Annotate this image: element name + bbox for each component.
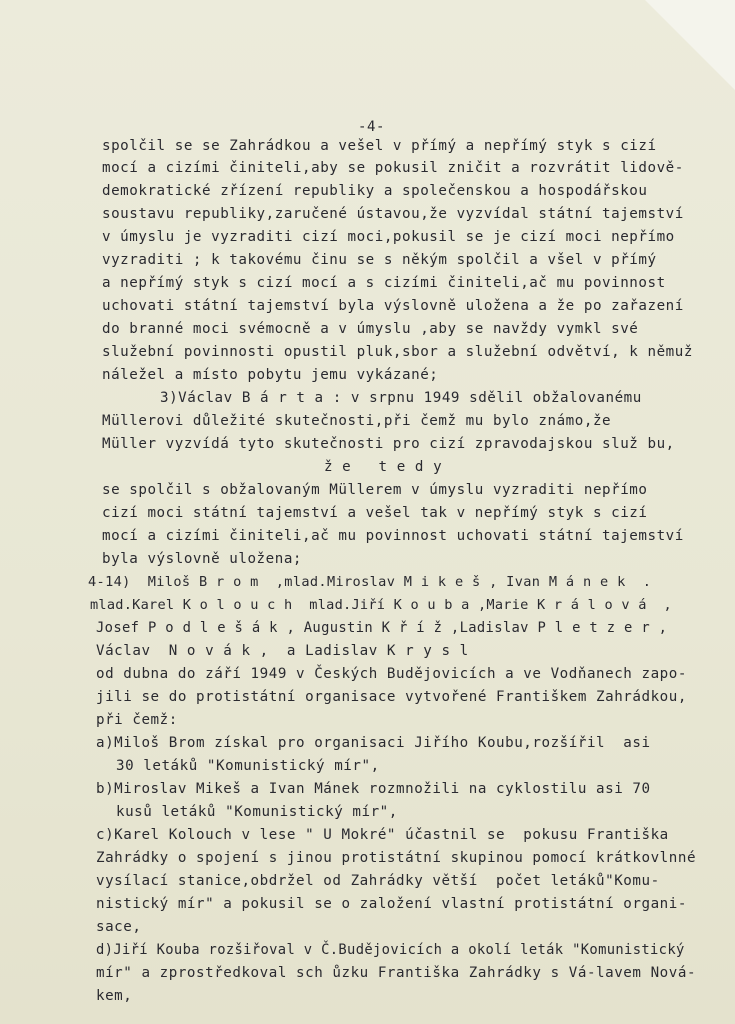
text-line-10: služební povinnosti opustil pluk,sbor a služební odvětví, k němuž (102, 344, 693, 360)
text-line-37: mír" a zprostředkoval sch ůzku Františka Zahrádky s Vá-lavem Nová- (96, 965, 697, 981)
text-line-16: se spolčil s obžalovaným Müllerem v úmyslu vyzraditi nepřímo (102, 482, 648, 498)
text-line-8: uchovati státní tajemství byla výslovně uložena a že po zařazení (102, 298, 684, 314)
text-line-1: spolčil se se Zahrádkou a vešel v přímý a nepřímý styk s cizí (102, 138, 657, 154)
text-line-21: mlad.Karel K o l o u c h mlad.Jiří K o u b a ,Marie K r á l o v á , (90, 597, 672, 613)
text-line-9: do branné moci svémocně a v úmyslu ,aby se navždy vymkl své (102, 321, 639, 337)
text-line-7: a nepřímý styk s cizí mocí a s cizími činiteli,ač mu povinnost (102, 275, 666, 291)
text-line-32: Zahrádky o spojení s jinou protistátní skupinou pomocí krátkovlnné (96, 850, 697, 866)
text-line-34: nistický mír" a pokusil se o založení vlastní protistátní organi- (96, 896, 687, 912)
text-line-28: 30 letáků "Komunistický mír", (116, 758, 380, 774)
text-line-35: sace, (96, 919, 142, 935)
text-line-11: náležel a místo pobytu jemu vykázané; (102, 367, 439, 383)
text-line-36: d)Jiří Kouba rozšiřoval v Č.Budějovicích a okolí leták "Komunistický (96, 942, 685, 958)
text-line-29: b)Miroslav Mikeš a Ivan Mánek rozmnožili na cyklostilu asi 70 (96, 781, 651, 797)
text-line-12: 3)Václav B á r t a : v srpnu 1949 sdělil obžalovanému (160, 390, 642, 406)
text-line-13: Müllerovi důležité skutečnosti,při čemž mu bylo známo,že (102, 413, 612, 429)
text-line-17: cizí moci státní tajemství a vešel tak v nepřímý styk s cizí (102, 505, 648, 521)
text-line-18: mocí a cizími činiteli,ač mu povinnost uchovati státní tajemství (102, 528, 684, 544)
text-line-26: při čemž: (96, 712, 178, 728)
text-line-3: demokratické zřízení republiky a společenskou a hospodářskou (102, 183, 648, 199)
text-line-22: Josef P o d l e š á k , Augustin K ř í ž ,Ladislav P l e t z e r , (96, 620, 668, 636)
text-line-27: a)Miloš Brom získal pro organisaci Jiřího Koubu,rozšířil asi (96, 735, 651, 751)
text-line-15: ž e t e d y (324, 459, 443, 475)
text-line-20: 4-14) Miloš B r o m ,mlad.Miroslav M i k e š , Ivan M á n e k . (88, 574, 652, 590)
text-line-6: vyzraditi ; k takovému činu se s někým spolčil a všel v přímý (102, 252, 657, 268)
text-line-33: vysílací stanice,obdržel od Zahrádky větší počet letáků"Komu- (96, 873, 660, 889)
text-line-31: c)Karel Kolouch v lese " U Mokré" účastnil se pokusu Františka (96, 827, 669, 843)
folded-corner (645, 0, 735, 90)
text-line-4: soustavu republiky,zaručené ústavou,že vyzvídal státní tajemství (102, 206, 684, 222)
text-line-23: Václav N o v á k , a Ladislav K r y s l (96, 643, 469, 659)
text-line-38: kem, (96, 988, 133, 1004)
text-line-5: v úmyslu je vyzraditi cizí moci,pokusil se je cizí moci nepřímo (102, 229, 675, 245)
text-line-2: mocí a cizími činiteli,aby se pokusil zničit a rozvrátit lidově- (102, 160, 684, 176)
page-number: -4- (358, 119, 385, 135)
text-line-24: od dubna do září 1949 v Českých Budějovicích a ve Vodňanech zapo- (96, 666, 687, 682)
text-line-19: byla výslovně uložena; (102, 551, 303, 567)
text-line-14: Müller vyzvídá tyto skutečnosti pro cizí zpravodajskou služ bu, (102, 436, 675, 452)
text-line-30: kusů letáků "Komunistický mír", (116, 804, 398, 820)
text-line-25: jili se do protistátní organisace vytvořené Františkem Zahrádkou, (96, 689, 687, 705)
